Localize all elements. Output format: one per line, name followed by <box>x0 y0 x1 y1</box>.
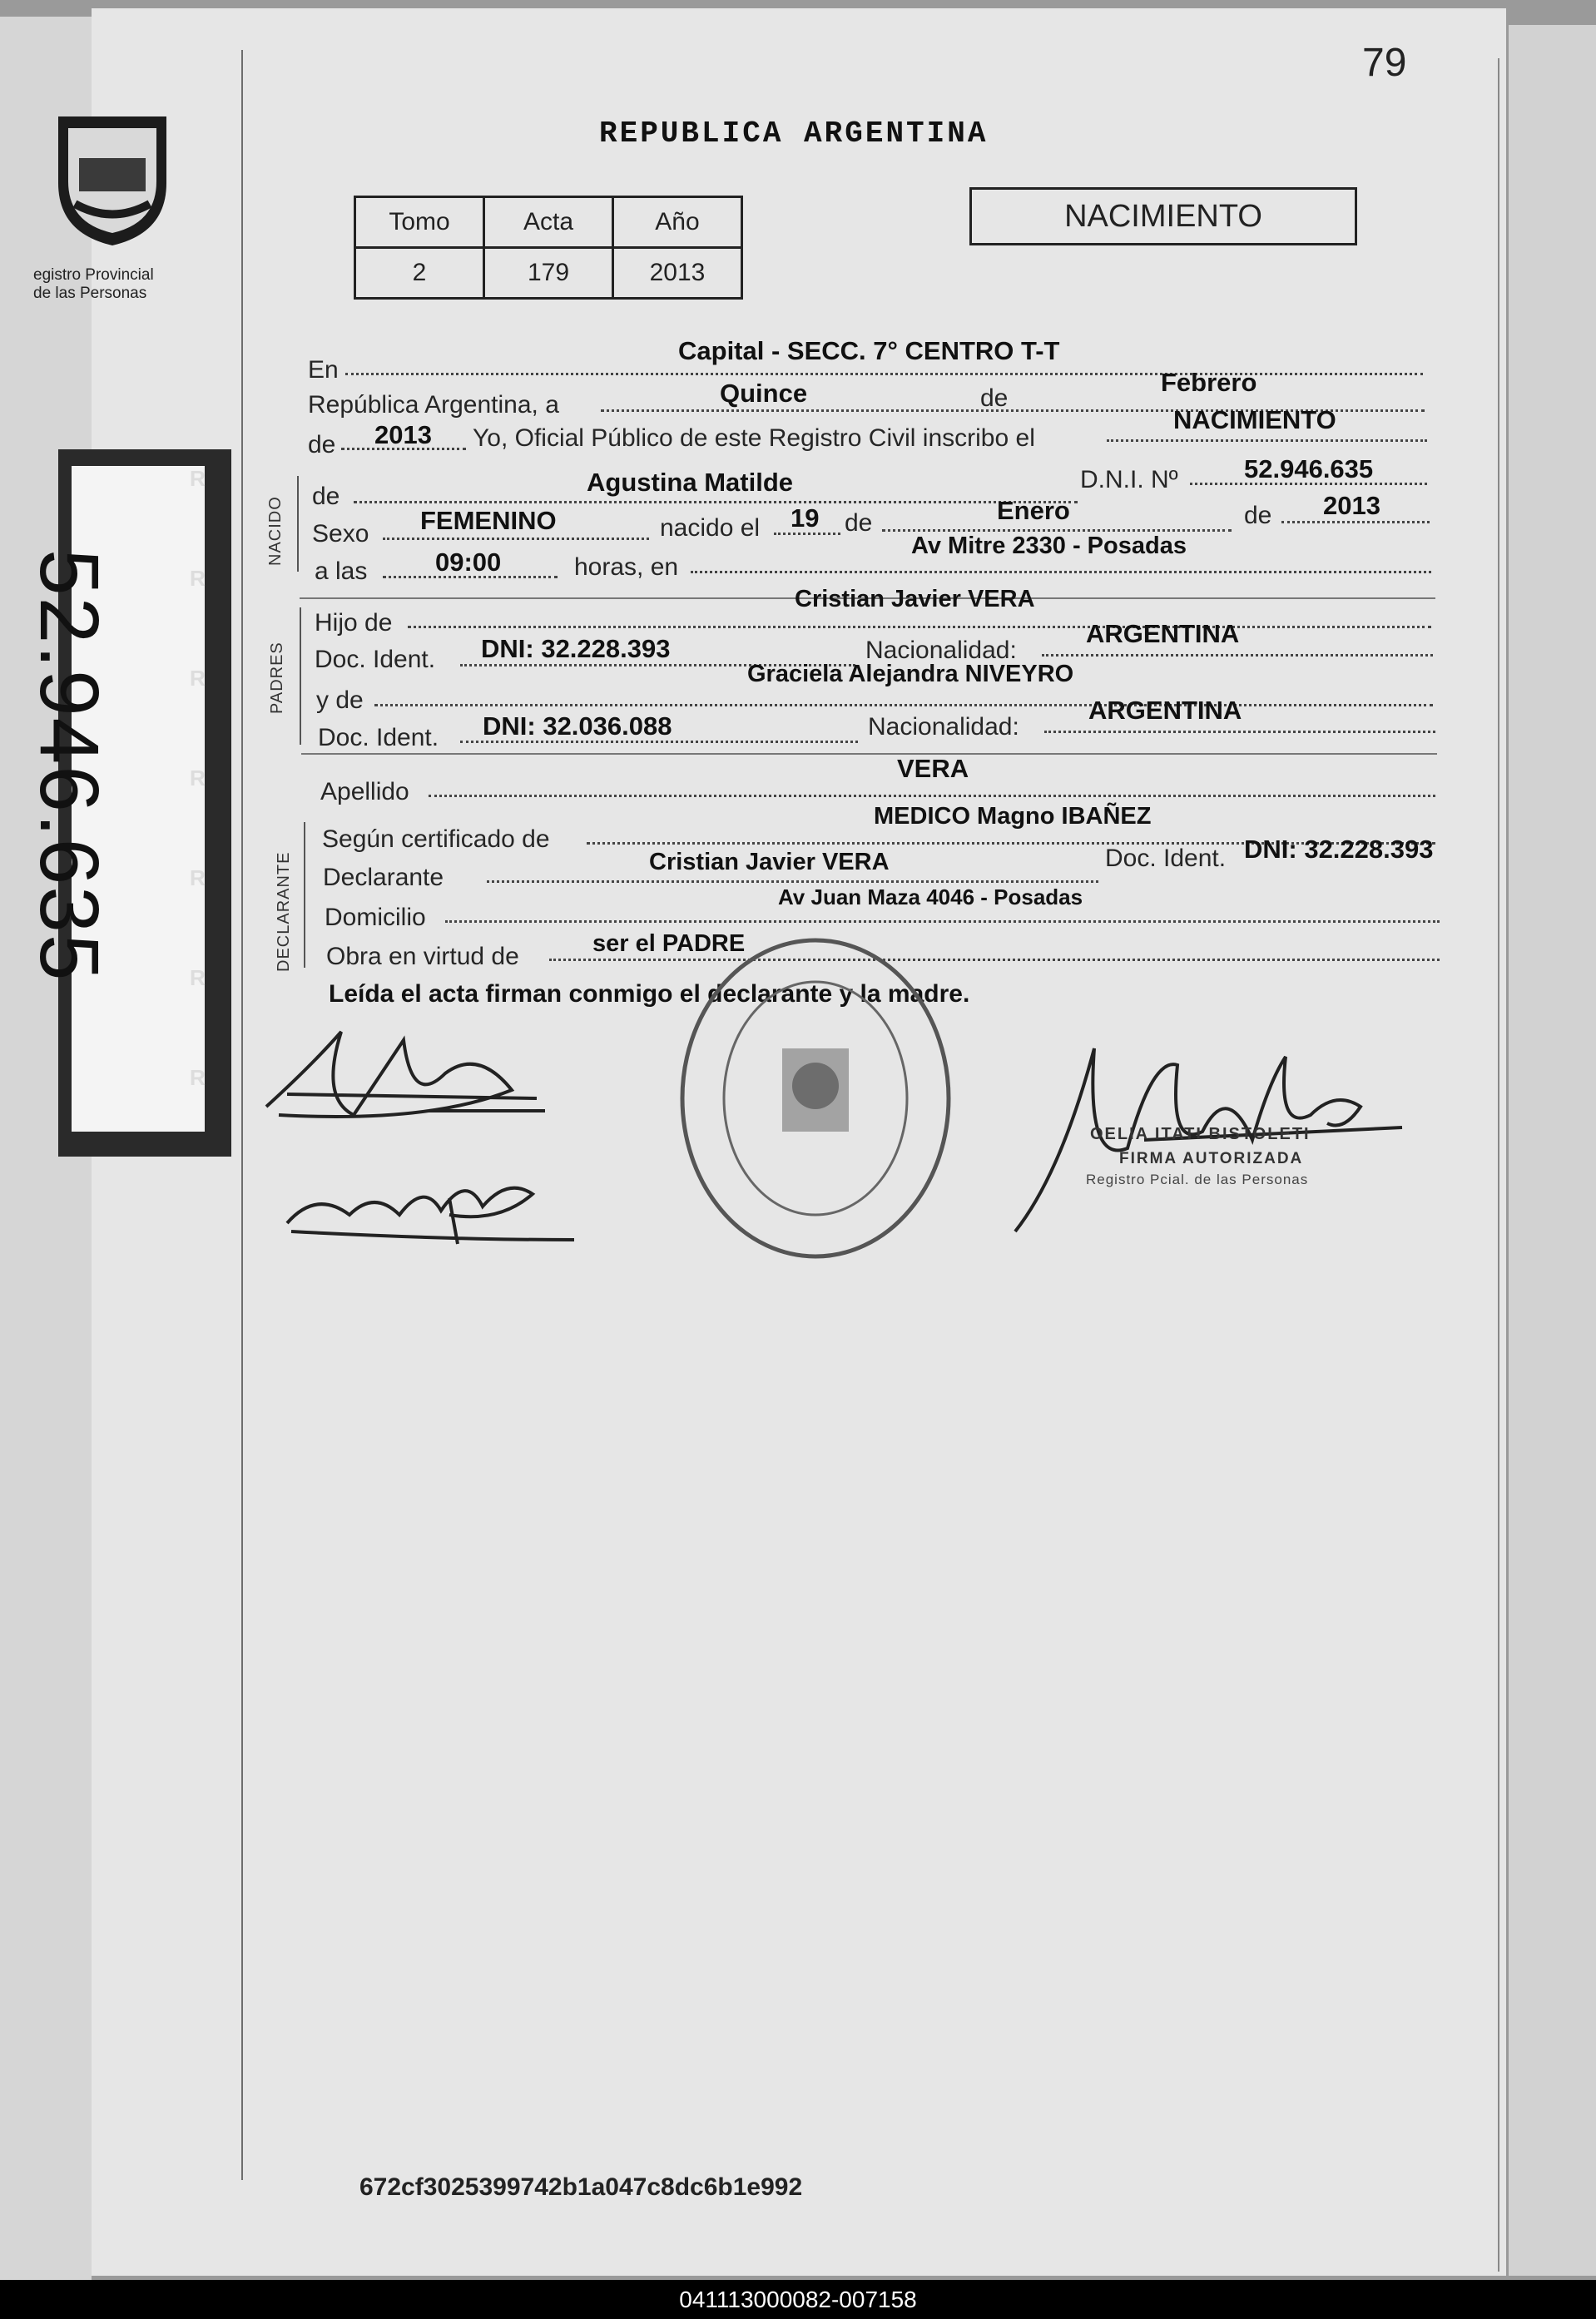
month-value: Febrero <box>1161 368 1257 397</box>
birth-de-year-label: de <box>1244 502 1272 529</box>
declarant-doc-value: DNI: 32.228.393 <box>1244 835 1434 864</box>
address-value: Av Juan Maza 4046 - Posadas <box>778 884 1083 909</box>
de-label: de <box>980 384 1009 412</box>
sticker-mark: R <box>190 1065 206 1090</box>
officer-statement: Yo, Oficial Público de este Registro Civil inscribo el <box>473 424 1035 452</box>
authority-role: FIRMA AUTORIZADA <box>1119 1150 1304 1167</box>
dotted-line <box>691 571 1431 573</box>
dotted-line <box>445 920 1440 923</box>
mother-doc-label: Doc. Ident. <box>318 724 439 751</box>
apellido-label: Apellido <box>320 778 409 805</box>
right-margin-rule <box>1498 58 1499 2272</box>
domicilio-label: Domicilio <box>325 904 426 931</box>
dotted-line <box>487 880 1098 883</box>
birth-place-value: Av Mitre 2330 - Posadas <box>911 533 1187 559</box>
province-seal-logo <box>50 108 175 250</box>
day-value: Quince <box>720 379 808 408</box>
sticker-mark: R <box>190 766 206 790</box>
father-doc-value: DNI: 32.228.393 <box>481 634 671 663</box>
certificate-value: MEDICO Magno IBAÑEZ <box>874 803 1152 830</box>
authority-office: Registro Pcial. de las Personas <box>1086 1172 1309 1187</box>
father-nationality-value: ARGENTINA <box>1086 619 1240 648</box>
dotted-line <box>429 795 1435 797</box>
declarant-name-value: Cristian Javier VERA <box>649 849 890 875</box>
sexo-label: Sexo <box>312 520 369 548</box>
registry-table <box>354 196 743 300</box>
declarant-signature <box>262 1015 545 1140</box>
acta-header: Acta <box>484 197 613 248</box>
birth-time-value: 09:00 <box>435 548 502 577</box>
birth-month-value: Enero <box>997 496 1070 525</box>
mother-name-value: Graciela Alejandra NIVEYRO <box>747 661 1074 687</box>
sticker-mark: R <box>190 965 206 990</box>
logo-caption: egistro Provincial de las Personas <box>33 266 154 302</box>
section-divider <box>301 753 1437 755</box>
nacido-bracket <box>297 476 299 572</box>
page-number: 79 <box>1362 41 1407 85</box>
birth-year-value: 2013 <box>1323 491 1380 520</box>
tomo-value: 2 <box>355 248 484 299</box>
inscription-value: NACIMIENTO <box>1173 405 1336 434</box>
dotted-line <box>1042 654 1433 657</box>
dotted-line <box>408 626 1431 628</box>
en-label: En <box>308 356 339 384</box>
dotted-line <box>882 529 1232 532</box>
document-title: REPUBLICA ARGENTINA <box>599 116 989 151</box>
act-type-box: NACIMIENTO <box>969 187 1357 245</box>
left-margin-rule <box>241 50 243 2180</box>
anio-value: 2013 <box>613 248 742 299</box>
birth-de-label: de <box>845 509 873 537</box>
declarante-bracket <box>304 822 305 968</box>
padres-bracket <box>300 607 301 745</box>
reason-value: ser el PADRE <box>592 930 746 957</box>
horas-en-label: horas, en <box>574 553 679 581</box>
mother-nationality-value: ARGENTINA <box>1088 696 1242 725</box>
mother-signature <box>283 1157 582 1248</box>
surname-value: VERA <box>897 754 969 783</box>
dotted-line <box>345 373 1423 375</box>
father-doc-label: Doc. Ident. <box>315 646 436 673</box>
closing-statement: Leída el acta firman conmigo el declarante y la madre. <box>329 980 970 1008</box>
document-hash: 672cf3025399742b1a047c8dc6b1e992 <box>359 2173 803 2201</box>
child-name-value: Agustina Matilde <box>587 468 794 497</box>
father-nationality-label: Nacionalidad: <box>865 637 1017 664</box>
tomo-header: Tomo <box>355 197 484 248</box>
anio-header: Año <box>613 197 742 248</box>
dotted-line <box>383 538 649 540</box>
acta-value: 179 <box>484 248 613 299</box>
de-year-label: de <box>308 431 336 458</box>
sticker-mark: R <box>190 666 206 691</box>
next-page-edge <box>1506 25 1596 2276</box>
scan-footer-id: 041113000082-007158 <box>0 2280 1596 2319</box>
official-stamp <box>670 924 961 1273</box>
dotted-line <box>1107 439 1427 442</box>
obra-label: Obra en virtud de <box>326 943 519 970</box>
place-value: Capital - SECC. 7° CENTRO T-T <box>678 336 1060 365</box>
dotted-line <box>1281 521 1430 523</box>
sticker-dni-number: 52.946.635 <box>22 549 116 983</box>
certificado-label: Según certificado de <box>322 825 550 853</box>
nacido-de-label: de <box>312 483 340 510</box>
declarante-section-label: DECLARANTE <box>275 851 293 972</box>
hijo-de-label: Hijo de <box>315 609 393 637</box>
year-value: 2013 <box>374 420 432 449</box>
dotted-line <box>374 704 1433 706</box>
child-dni-value: 52.946.635 <box>1244 454 1374 483</box>
dotted-line <box>354 501 1078 503</box>
declarante-label: Declarante <box>323 864 444 891</box>
padres-section-label: PADRES <box>268 642 286 714</box>
birth-day-value: 19 <box>791 503 820 533</box>
republica-label: República Argentina, a <box>308 391 559 419</box>
dni-label: D.N.I. Nº <box>1080 466 1178 493</box>
nacido-section-label: NACIDO <box>266 496 285 566</box>
mother-nationality-label: Nacionalidad: <box>868 713 1019 741</box>
a-las-label: a las <box>315 557 368 585</box>
nacido-el-label: nacido el <box>660 514 761 542</box>
sticker-mark: R <box>190 566 206 591</box>
y-de-label: y de <box>316 686 364 714</box>
authority-name: OELIA ITATI BISTOLETI <box>1090 1125 1311 1143</box>
declarant-doc-label: Doc. Ident. <box>1105 845 1227 872</box>
sticker-mark: R <box>190 466 206 491</box>
father-name-value: Cristian Javier VERA <box>795 586 1035 612</box>
dotted-line <box>1044 731 1435 733</box>
mother-doc-value: DNI: 32.036.088 <box>483 711 672 741</box>
sex-value: FEMENINO <box>420 506 557 535</box>
sticker-mark: R <box>190 865 206 890</box>
